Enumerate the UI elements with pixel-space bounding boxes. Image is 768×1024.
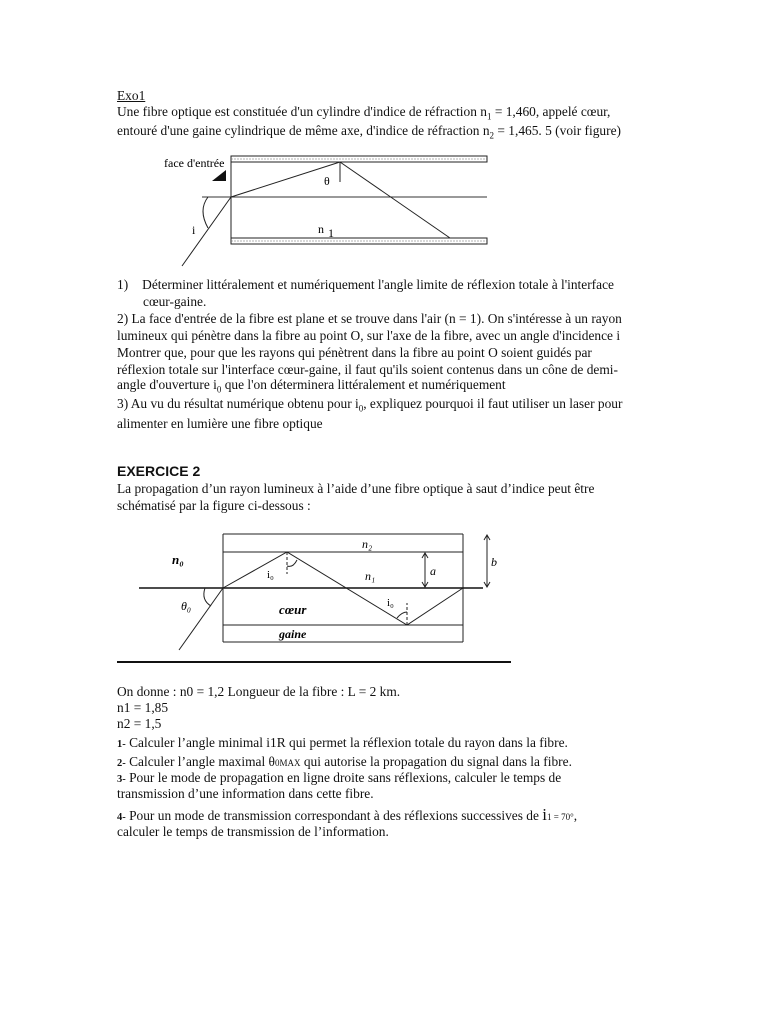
exo1-title: Exo1 bbox=[117, 88, 146, 103]
label-gaine: gaine bbox=[279, 627, 307, 641]
exo1-q2-line2: lumineux qui pénètre dans la fibre au point O, sur l'axe de la fibre, avec un angle d'incidence i bbox=[117, 328, 621, 343]
exo1-q2-line1: 2) La face d'entrée de la fibre est plane et se trouve dans l'air (n = 1). On s'intéresse à un rayon bbox=[117, 311, 622, 326]
exo1-q3-line2: alimenter en lumière une fibre optique bbox=[117, 416, 323, 431]
label-i0: i₀ bbox=[267, 569, 274, 581]
label-i0b: i₀ bbox=[387, 597, 394, 609]
label-i: i bbox=[192, 223, 196, 237]
exo1-q3-line1: 3) Au vu du résultat numérique obtenu pour $i_0$, expliquez pourquoi il faut utiliser un laser pour bbox=[117, 396, 623, 414]
label-n2: n₂ bbox=[362, 537, 373, 551]
exo1-q1-line1: 1) Déterminer littéralement et numériquement l'angle limite de réflexion totale à l'interface bbox=[117, 277, 614, 292]
label-coeur: cœur bbox=[279, 602, 307, 617]
exo1-fiber-figure bbox=[150, 148, 495, 273]
i0-arc bbox=[287, 560, 297, 566]
incident-ray-2 bbox=[179, 588, 223, 650]
exo2-q4-line2: calculer le temps de transmission de l’information. bbox=[117, 824, 389, 839]
label-a: a bbox=[430, 564, 436, 578]
label-face-entree: face d'entrée bbox=[164, 156, 225, 170]
exo2-q2: 2- Calculer l’angle maximal θ0MAX qui autorise la propagation du signal dans la fibre. bbox=[117, 754, 572, 769]
exo2-given-line3: n2 = 1,5 bbox=[117, 716, 162, 731]
face-arrow bbox=[212, 170, 226, 181]
theta0-arc bbox=[204, 588, 211, 606]
label-theta0: θ₀ bbox=[181, 599, 192, 613]
exo1-intro-line2: entouré d'une gaine cylindrique de même axe, d'indice de réfraction $n_2 = 1,465$. 5 (voir figure) bbox=[117, 123, 621, 141]
exo1-q2-line5: angle d'ouverture $i_0$ que l'on déterminera littéralement et numériquement bbox=[117, 377, 506, 395]
label-n1: n 1 bbox=[318, 222, 334, 240]
exo2-given-line1: On donne : n0 = 1,2 Longueur de la fibre : L = 2 km. bbox=[117, 684, 401, 699]
i0b-arc bbox=[397, 612, 407, 618]
label-theta: θ bbox=[324, 174, 330, 188]
exo2-q1: 1- Calculer l’angle minimal i1R qui permet la réflexion totale du rayon dans la fibre. bbox=[117, 735, 568, 750]
exo1-q2-line4: réflexion totale sur l'interface cœur-gaine, il faut qu'ils soient contenus dans un cône de demi- bbox=[117, 362, 618, 377]
exo2-given-line2: n1 = 1,85 bbox=[117, 700, 169, 715]
label-b: b bbox=[491, 555, 497, 569]
exo2-title: EXERCICE 2 bbox=[117, 463, 201, 479]
incident-ray bbox=[182, 197, 231, 266]
exo1-intro-line1: Une fibre optique est constituée d'un cylindre d'indice de réfraction $n_1 = 1,460$, appelé cœur, bbox=[117, 104, 611, 122]
exo1-q2-line3: Montrer que, pour que les rayons qui pénètrent dans la fibre au point O soient guidés par bbox=[117, 345, 592, 360]
label-n1-2: n₁ bbox=[365, 569, 376, 583]
reflected-ray bbox=[340, 162, 450, 238]
exo2-q3-line2: transmission d’une information dans cette fibre. bbox=[117, 786, 374, 801]
exo2-fiber-figure bbox=[117, 528, 517, 668]
angle-i-arc bbox=[203, 197, 208, 228]
exo1-q1-line2: cœur-gaine. bbox=[143, 294, 207, 309]
exo2-intro-line2: schématisé par la figure ci-dessous : bbox=[117, 498, 311, 513]
exo2-q3-line1: 3- Pour le mode de propagation en ligne droite sans réflexions, calculer le temps de bbox=[117, 770, 562, 785]
label-n0: n₀ bbox=[172, 552, 184, 567]
exo2-intro-line1: La propagation d’un rayon lumineux à l’aide d’une fibre optique à saut d’indice peut être bbox=[117, 481, 595, 496]
exo2-q4-line1: 4- Pour un mode de transmission correspondant à des réflexions successives de i1 = 70°, bbox=[117, 805, 578, 824]
